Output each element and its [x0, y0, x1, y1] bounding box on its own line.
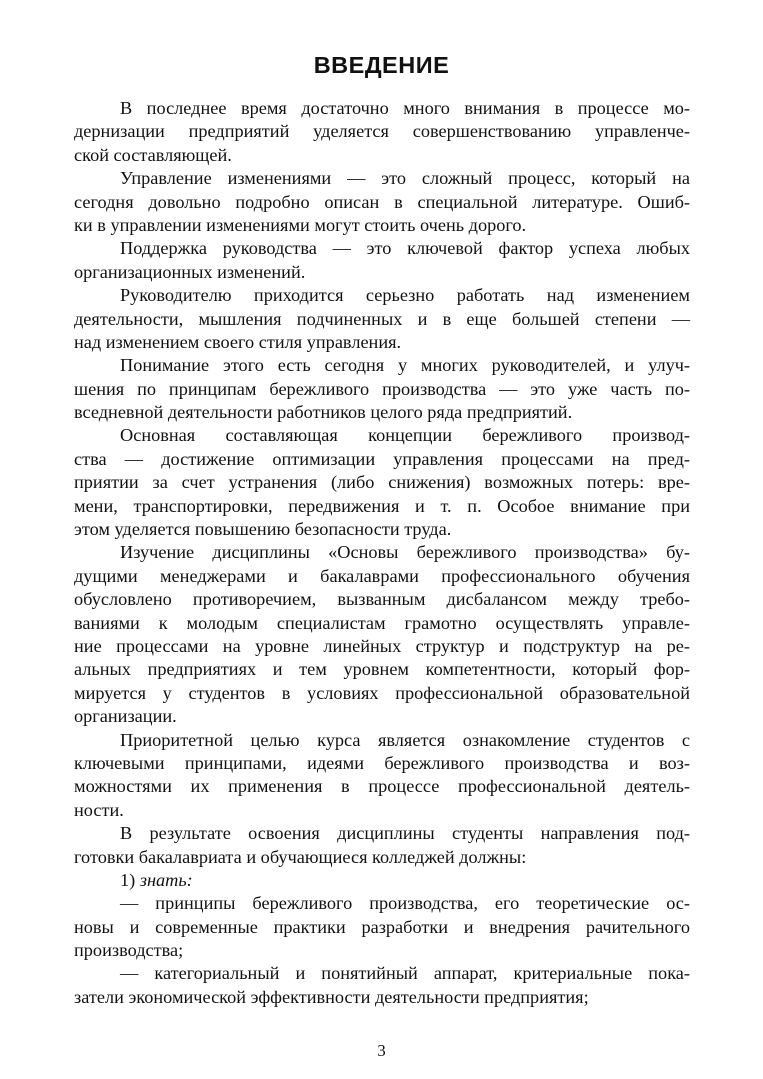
body-text [74, 97, 690, 1009]
text-line: сегодня довольно подробно описан в специальной литературе. Ошиб- [74, 191, 690, 212]
text-line: ки в управлении изменениями могут стоить очень дорого. [74, 214, 527, 235]
text-line: деятельности, мышления подчиненных и в еще большей степени — [74, 308, 690, 329]
text-line: альных предприятиях и тем уровнем компетентности, который фор- [74, 659, 690, 680]
page-number: 3 [377, 1041, 386, 1060]
text-line: дущими менеджерами и бакалаврами профессионального обучения [74, 565, 690, 586]
text-line: затели экономической эффективности деятельности предприятия; [74, 986, 589, 1007]
text-line: организационных изменений. [74, 261, 306, 282]
text-line: — категориальный и понятийный аппарат, критериальные пока- [120, 963, 690, 984]
text-line: новы и современные практики разработки и внедрения рачительного [74, 916, 690, 937]
text-line: этом уделяется повышению безопасности труда. [74, 519, 452, 540]
text-line: можностями их применения в процессе профессиональной деятель- [74, 776, 690, 797]
text-line: организации. [74, 706, 177, 727]
text-line: шения по принципам бережливого производства — это уже часть по- [74, 378, 690, 399]
text-line: обусловлено противоречием, вызванным дисбалансом между требо- [74, 589, 690, 610]
text-line: дернизации предприятий уделяется совершенствованию управленче- [74, 121, 690, 142]
text-line: производства; [74, 940, 184, 961]
text-line: ние процессами на уровне линейных структур и подструктур на ре- [74, 635, 690, 656]
page-title: ВВЕДЕНИЕ [313, 52, 450, 78]
text-line: вседневной деятельности работников целого ряда предприятий. [74, 402, 573, 423]
text-line: В последнее время достаточно много внимания в процессе мо- [120, 98, 690, 118]
text-line: приятии за счет устранения (либо снижения) возможных потерь: вре- [74, 472, 690, 493]
text-line: Основная составляющая концепции бережливого производ- [120, 425, 690, 446]
text-line: Понимание этого есть сегодня у многих руководителей, и улуч- [120, 355, 690, 376]
text-line: Управление изменениями — это сложный процесс, который на [120, 168, 690, 189]
text-line: — принципы бережливого производства, его теоретические ос- [120, 893, 690, 914]
list-number: 1) [120, 869, 136, 890]
text-line: Приоритетной целью курса является ознакомление студентов с [120, 729, 690, 750]
text-line: над изменением своего стиля управления. [74, 331, 402, 352]
text-line: ства — достижение оптимизации управления процессами на пред- [74, 448, 690, 469]
text-line: Поддержка руководства — это ключевой фактор успеха любых [120, 238, 690, 259]
text-line: мируется у студентов в условиях профессиональной образовательной [74, 682, 690, 703]
text-line: ской составляющей. [74, 144, 232, 165]
text-line: ности. [74, 799, 124, 820]
list-term: знать: [139, 869, 193, 890]
list-heading [74, 869, 690, 892]
text-line: ваниями к молодым специалистам грамотно осуществлять управле- [74, 612, 690, 633]
text-line: готовки бакалавриата и обучающиеся колледжей должны: [74, 846, 527, 867]
text-line: В результате освоения дисциплины студенты направления под- [120, 823, 690, 844]
text-line: ключевыми принципами, идеями бережливого производства и воз- [74, 752, 690, 773]
text-line: мени, транспортировки, передвижения и т. п. Особое внимание при [74, 495, 690, 516]
text-line: Изучение дисциплины «Основы бережливого производства» бу- [120, 542, 690, 563]
text-line: Руководителю приходится серьезно работать над изменением [120, 285, 690, 306]
